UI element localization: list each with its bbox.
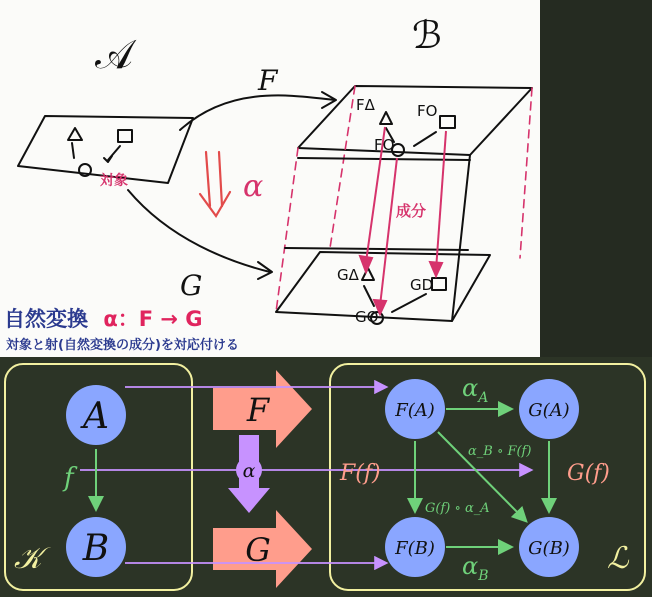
alpha-B-label: α [462, 552, 479, 580]
sketch-fa-label: FΔ [356, 96, 375, 114]
sketch-cat-B: ℬ [412, 13, 442, 57]
alpha-A-sub: A [478, 390, 489, 406]
svg-text:αA [462, 374, 488, 406]
sketch-fo-label: FO [417, 102, 438, 120]
sketch-cat-A: 𝒜 [95, 32, 133, 78]
Ff-label: F(f) [340, 461, 381, 486]
left-composite-label: G(f) ∘ α_A [425, 501, 490, 516]
sketch-alpha: α [243, 169, 264, 204]
cat-K-label: 𝒦 [14, 541, 42, 576]
obj-B-label: B [82, 528, 110, 569]
cat-L-label: ℒ [607, 541, 629, 576]
morph-f-label: f [64, 463, 74, 493]
alpha-A-label: α [462, 374, 479, 402]
FA-label: F(A) [395, 400, 435, 421]
sketch-G: G [180, 269, 203, 302]
GB-label: G(B) [528, 538, 570, 559]
diagonal-composite-label: α_B ∘ F(f) [468, 444, 532, 459]
functor-G-label: G [245, 531, 271, 569]
alpha-label: α [242, 460, 256, 482]
GA-label: G(A) [528, 400, 570, 421]
Gf-label: G(f) [567, 461, 610, 486]
title-alpha-expr: α：F → G [103, 307, 203, 331]
title-main: 自然変換 [4, 307, 88, 331]
sketch-F: F [258, 64, 278, 97]
functor-F-label: F [246, 391, 270, 429]
sketch-ga-label: GΔ [337, 266, 359, 284]
subtitle: 対象と射(自然変換の成分)を対応付ける [6, 338, 239, 353]
svg-text:αB [462, 552, 489, 584]
objects-label: 対象 [100, 173, 128, 189]
sketch-fo2-label: FO [374, 136, 395, 154]
sketch-go-label: GO [355, 308, 379, 326]
component-label: 成分 [396, 202, 427, 220]
alpha-B-sub: B [478, 568, 489, 584]
FB-label: F(B) [395, 538, 435, 559]
obj-A-label: A [83, 396, 109, 437]
sketch-gd-label: GD [410, 276, 434, 294]
